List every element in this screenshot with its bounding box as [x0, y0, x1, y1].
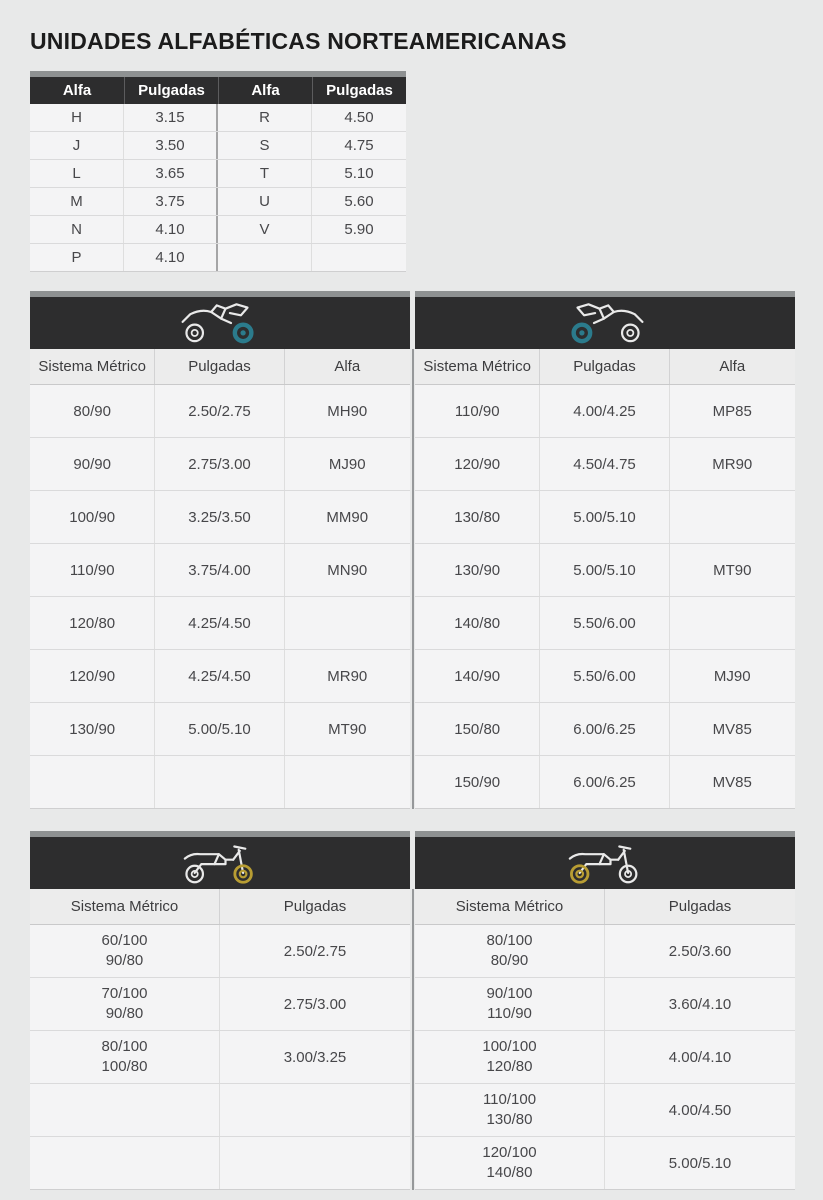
inches-cell: 4.00/4.10 [668, 1048, 732, 1066]
alfa-cell: MJ90 [328, 455, 366, 473]
offroad-right-header [415, 889, 795, 925]
metric-line: 100/100 [482, 1037, 537, 1055]
alfa-cell: MV85 [712, 720, 752, 738]
metric-cell: 120/90 [415, 438, 540, 490]
metric-cell [30, 1084, 220, 1136]
alfa-cell: N [30, 216, 124, 243]
table-row [30, 438, 410, 491]
metric-line: 140/80 [486, 1164, 533, 1181]
metric-cell [415, 1137, 605, 1189]
highlight-wheel-hub [240, 871, 247, 878]
highlight-wheel [571, 866, 588, 883]
alfa-cell: M [30, 188, 124, 215]
metric-cell [30, 1031, 220, 1083]
table-icon-band [415, 297, 795, 349]
inches-cell: 3.25/3.50 [155, 491, 284, 543]
metric-cell [30, 978, 220, 1030]
metric-cell: 130/90 [415, 544, 540, 596]
metric-line: 80/100 [101, 1037, 148, 1055]
table-row [30, 385, 410, 438]
table-row [415, 1137, 795, 1189]
inches-cell: 5.50/6.00 [540, 650, 669, 702]
column-header: Pulgadas [155, 349, 284, 384]
inches-cell: 3.50 [124, 132, 218, 159]
inches-cell: 3.15 [124, 104, 218, 131]
table-row [30, 188, 406, 216]
inches-cell: 4.00/4.50 [668, 1101, 732, 1119]
metric-cell [30, 756, 155, 808]
offroad-left-body [30, 925, 410, 1190]
inches-cell: 3.75/4.00 [155, 544, 284, 596]
sport-motorcycle-icon [176, 301, 264, 345]
dirt-bike-icon [561, 841, 649, 885]
alfa-cell [285, 597, 410, 649]
table-row [30, 650, 410, 703]
inches-cell: 2.75/3.00 [155, 438, 284, 490]
metric-cell: 150/80 [415, 703, 540, 755]
dirt-bike-icon [176, 841, 264, 885]
inches-cell: 4.00/4.25 [540, 385, 669, 437]
inches-cell: 4.10 [124, 216, 218, 243]
alfa-cell: P [30, 244, 124, 271]
inches-cell: 3.75 [124, 188, 218, 215]
highlight-wheel-hub [576, 871, 583, 878]
metric-line: 90/80 [105, 1005, 144, 1022]
alfa-cell: U [218, 188, 312, 215]
metric-cell [415, 978, 605, 1030]
column-header: Alfa [62, 82, 92, 99]
offroad-left-header [30, 889, 410, 925]
metric-line: 90/100 [486, 984, 533, 1002]
inches-cell [220, 1137, 410, 1189]
table-row [30, 491, 410, 544]
alfa-cell: MM90 [326, 508, 369, 526]
alpha-units-table [30, 71, 406, 272]
metric-line: 70/100 [101, 984, 148, 1002]
metric-line: 120/100 [482, 1143, 537, 1161]
table-row [30, 756, 410, 808]
street-left-header [30, 349, 410, 385]
inches-cell [220, 1084, 410, 1136]
table-row [415, 544, 795, 597]
metric-cell: 100/90 [30, 491, 155, 543]
table-icon-band [30, 297, 410, 349]
inches-cell: 4.25/4.50 [155, 597, 284, 649]
metric-line: 90/80 [105, 952, 144, 969]
table-row [30, 104, 406, 132]
table-icon-band [30, 837, 410, 889]
metric-cell [30, 925, 220, 977]
column-header: Alfa [334, 358, 361, 375]
inches-cell: 5.00/5.10 [155, 703, 284, 755]
street-left-body [30, 385, 410, 809]
metric-cell [415, 1084, 605, 1136]
inches-cell: 4.50/4.75 [540, 438, 669, 490]
alfa-cell: J [30, 132, 124, 159]
highlight-wheel-hub [579, 330, 584, 335]
metric-cell: 110/90 [415, 385, 540, 437]
metric-line: 110/100 [482, 1090, 537, 1108]
alfa-cell: MT90 [713, 561, 752, 579]
metric-cell: 140/80 [415, 597, 540, 649]
table-row [30, 1137, 410, 1189]
inches-cell: 5.00/5.10 [540, 491, 669, 543]
street-left-table [30, 291, 410, 809]
offroad-right-table [415, 831, 795, 1190]
alfa-cell: V [218, 216, 312, 243]
alfa-cell: MV85 [712, 773, 752, 791]
table-divider [410, 291, 415, 809]
table-row [30, 1031, 410, 1084]
alfa-cell [285, 756, 410, 808]
metric-line: 110/90 [487, 1005, 532, 1022]
metric-line: 130/80 [486, 1111, 533, 1128]
page-title: UNIDADES ALFABÉTICAS NORTEAMERICANAS [30, 28, 567, 54]
sport-motorcycle-icon-mirrored [561, 301, 649, 345]
offroad-left-table [30, 831, 410, 1190]
inches-cell: 4.75 [344, 137, 374, 154]
metric-cell: 150/90 [415, 756, 540, 808]
inches-cell: 5.50/6.00 [540, 597, 669, 649]
alfa-cell: L [30, 160, 124, 187]
metric-line: 60/100 [101, 931, 148, 949]
highlight-wheel-hub [240, 330, 245, 335]
inches-cell [155, 756, 284, 808]
street-tires-section [30, 291, 795, 809]
metric-line: 80/90 [490, 952, 529, 969]
metric-cell: 80/90 [30, 385, 155, 437]
metric-line: 80/100 [486, 931, 533, 949]
alfa-cell: MR90 [327, 667, 368, 685]
inches-cell: 6.00/6.25 [540, 703, 669, 755]
metric-cell: 120/90 [30, 650, 155, 702]
metric-cell: 110/90 [30, 544, 155, 596]
table-row [415, 491, 795, 544]
inches-cell: 6.00/6.25 [540, 756, 669, 808]
alfa-cell: S [218, 132, 312, 159]
column-header: Sistema Métrico [30, 349, 155, 384]
table-row [415, 1031, 795, 1084]
alfa-cell: MT90 [328, 720, 367, 738]
inches-cell [312, 244, 406, 271]
inches-cell: 2.75/3.00 [283, 995, 347, 1013]
metric-cell: 90/90 [30, 438, 155, 490]
table-row [30, 978, 410, 1031]
table-row [415, 1084, 795, 1137]
offroad-tires-section [30, 831, 795, 1190]
inches-cell: 5.00/5.10 [540, 544, 669, 596]
alfa-cell: T [218, 160, 312, 187]
table-row [415, 650, 795, 703]
alfa-cell: MP85 [712, 402, 752, 420]
inches-cell: 3.60/4.10 [668, 995, 732, 1013]
metric-cell [415, 925, 605, 977]
inches-cell: 5.60 [344, 193, 374, 210]
inches-cell: 5.10 [344, 165, 374, 182]
table-row [415, 597, 795, 650]
column-header: Sistema Métrico [415, 889, 605, 924]
inches-cell: 2.50/2.75 [283, 942, 347, 960]
metric-cell: 130/80 [415, 491, 540, 543]
street-right-header [415, 349, 795, 385]
alfa-cell: MH90 [327, 402, 368, 420]
inches-cell: 4.10 [124, 244, 218, 271]
metric-line: 100/80 [101, 1058, 148, 1075]
inches-cell: 3.00/3.25 [283, 1048, 347, 1066]
table-row [415, 978, 795, 1031]
inches-cell: 5.00/5.10 [668, 1154, 732, 1172]
column-header: Pulgadas [124, 77, 218, 104]
alfa-cell [670, 491, 795, 543]
metric-cell: 130/90 [30, 703, 155, 755]
inches-cell: 2.50/2.75 [155, 385, 284, 437]
metric-cell: 120/80 [30, 597, 155, 649]
table-row [30, 544, 410, 597]
inches-cell: 4.50 [344, 109, 374, 126]
table-row [415, 756, 795, 808]
metric-cell [30, 1137, 220, 1189]
alfa-cell: MJ90 [713, 667, 751, 685]
inches-cell: 5.90 [344, 221, 374, 238]
alfa-cell [670, 597, 795, 649]
alpha-table-body [30, 104, 406, 272]
table-row [415, 438, 795, 491]
alfa-cell: MR90 [712, 455, 753, 473]
column-header: Sistema Métrico [415, 349, 540, 384]
alfa-cell: MN90 [327, 561, 368, 579]
street-right-table [415, 291, 795, 809]
metric-line: 120/80 [486, 1058, 533, 1075]
inches-cell: 2.50/3.60 [668, 942, 732, 960]
metric-cell: 140/90 [415, 650, 540, 702]
column-header: Pulgadas [312, 77, 406, 104]
table-row [30, 703, 410, 756]
table-row [30, 1084, 410, 1137]
alfa-cell: R [218, 104, 312, 131]
table-row [30, 160, 406, 188]
table-row [415, 385, 795, 438]
table-row [30, 216, 406, 244]
table-row [30, 244, 406, 271]
column-header: Pulgadas [540, 349, 669, 384]
inches-cell: 3.65 [124, 160, 218, 187]
alpha-table-header [30, 77, 406, 104]
column-header: Alfa [218, 77, 312, 104]
table-divider [410, 831, 415, 1190]
column-header: Sistema Métrico [30, 889, 220, 924]
table-row [30, 597, 410, 650]
table-row [415, 925, 795, 978]
offroad-right-body [415, 925, 795, 1190]
inches-cell: 4.25/4.50 [155, 650, 284, 702]
street-right-body [415, 385, 795, 809]
table-row [30, 132, 406, 160]
metric-cell [415, 1031, 605, 1083]
table-icon-band [415, 837, 795, 889]
table-row [30, 925, 410, 978]
column-header: Pulgadas [283, 898, 347, 915]
alfa-cell: H [30, 104, 124, 131]
column-header: Pulgadas [668, 898, 732, 915]
column-header: Alfa [719, 358, 746, 375]
table-row [415, 703, 795, 756]
alfa-cell [218, 244, 312, 271]
